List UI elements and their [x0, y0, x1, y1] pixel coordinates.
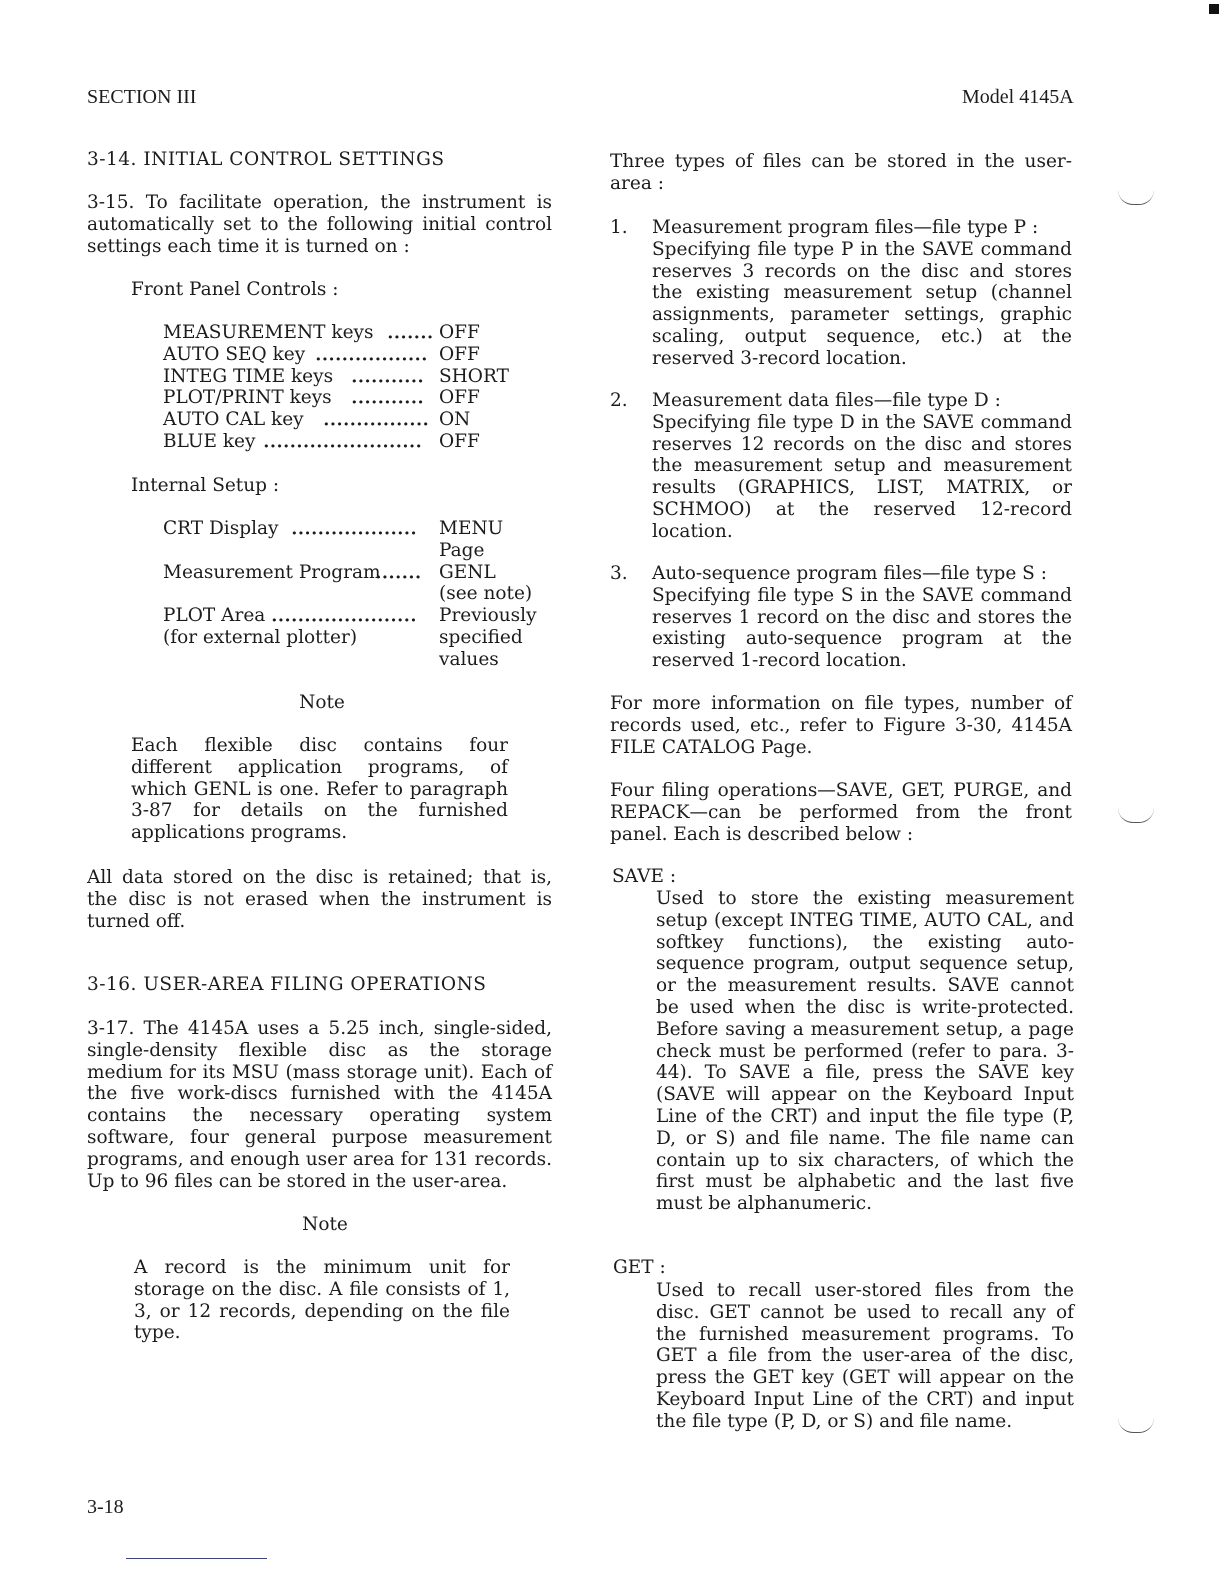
- get-title: GET :: [613, 1257, 666, 1278]
- scan-corner-mark: [1209, 4, 1219, 14]
- list-item: [610, 563, 1072, 678]
- list-number: 3.: [610, 563, 628, 584]
- list-item-content: [652, 217, 1072, 370]
- setting-value-cont: (see note): [439, 583, 533, 605]
- setting-name: AUTO CAL key: [163, 409, 304, 431]
- setting-value: Previously: [439, 605, 537, 627]
- setting-name: AUTO SEQ key: [163, 343, 306, 365]
- setting-name: PLOT/PRINT keys: [163, 387, 332, 409]
- list-item-content: [652, 390, 1072, 543]
- setting-name: PLOT Area: [163, 605, 266, 627]
- file-types-intro: Three types of files can be stored in the user-area :: [610, 151, 1072, 194]
- setting-value: OFF: [439, 387, 480, 409]
- model-label: Model 4145A: [962, 86, 1074, 108]
- paragraph-3-15: 3-15. To facilitate operation, the instrument is automatically set to the following initial control settings each time it is turned on :: [87, 192, 552, 257]
- section-label: SECTION III: [87, 86, 197, 108]
- setting-value: GENL: [439, 561, 496, 583]
- dot-leader: •••••••: [375, 570, 422, 584]
- note-title: Note: [302, 1214, 348, 1235]
- setting-value: SHORT: [439, 365, 509, 387]
- save-description: Used to store the existing measurement setup (except INTEG TIME, AUTO CAL, and softkey functions), the existing auto-sequence program, output sequence setup, or the measurement results. SAVE cannot be used when the disc is write-protected. Before saving a measurement setup, a page check must be performed (refer to para. 3-44). To SAVE a file, press the SAVE key (SAVE will appear on the Keyboard Input Line of the CRT) and input the file type (P, D, or S) and file name. The file name can contain up to six characters, of which the first must be alphabetic and the last five must be alphanumeric.: [656, 888, 1074, 1215]
- front-panel-title: Front Panel Controls :: [131, 279, 339, 300]
- list-item-title: Measurement data files—file type D :: [652, 390, 1001, 411]
- save-title: SAVE :: [612, 866, 677, 887]
- paragraph-retained: All data stored on the disc is retained; that is, the disc is not erased when the instrument is turned off.: [87, 867, 552, 932]
- heading-3-14: 3-14. INITIAL CONTROL SETTINGS: [87, 149, 445, 170]
- list-item-title: Measurement program files—file type P :: [652, 217, 1039, 238]
- setting-value: OFF: [439, 430, 480, 452]
- list-item-body: Specifying file type S in the SAVE command reserves 1 record on the disc and stores the existing auto-sequence program at the reserved 1-record location.: [652, 584, 1072, 672]
- dot-leader: ••••••••••••••••••••••••: [263, 439, 422, 453]
- setting-name: Measurement Program: [163, 561, 381, 583]
- list-item-body: Specifying file type P in the SAVE command reserves 3 records on the disc and stores the existing measurement setup (channel assignments, parameter settings, graphic scaling, output sequence, etc.) at the reserved 3-record location.: [652, 238, 1072, 369]
- list-item-title: Auto-sequence program files—file type S :: [652, 563, 1047, 584]
- setting-value-cont: values: [439, 648, 499, 670]
- binding-hole-mark: [1118, 808, 1154, 823]
- list-number: 2.: [610, 390, 628, 411]
- setting-name: INTEG TIME keys: [163, 365, 334, 387]
- dot-leader: •••••••••••••••••••: [291, 527, 417, 540]
- note-text: Each flexible disc contains four different application programs, of which GENL is one. Refer to paragraph 3-87 for details on the furnished applications programs.: [131, 735, 508, 844]
- setting-value: MENU: [439, 518, 504, 539]
- list-item-content: [652, 563, 1072, 672]
- dot-leader: •••••••••••••••••: [315, 352, 428, 366]
- get-description: Used to recall user-stored files from the disc. GET cannot be used to recall any of the furnished measurement programs. To GET a file from the user-area of the disc, press the GET key (GET will appear on the Keyboard Input Line of the CRT) and input the file type (P, D, or S) and file name.: [656, 1280, 1074, 1432]
- setting-name-cont: (for external plotter): [163, 626, 358, 648]
- list-item: [610, 390, 1072, 550]
- setting-value: ON: [439, 409, 471, 431]
- note-title: Note: [299, 692, 345, 713]
- binding-hole-mark: [1118, 190, 1154, 205]
- setting-name: MEASUREMENT keys: [163, 322, 374, 343]
- setting-value-cont: Page: [439, 539, 485, 561]
- list-item-body: Specifying file type D in the SAVE command reserves 12 records on the disc and stores the measurement setup and measurement results (GRAPHICS, LIST, MATRIX, or SCHMOO) at the reserved 12-record location.: [652, 411, 1072, 542]
- dot-leader: ••••••••••••••••: [323, 418, 429, 432]
- paragraph-more-info: For more information on file types, number of records used, etc., refer to Figure 3-30, 4145A FILE CATALOG Page.: [610, 693, 1072, 758]
- setting-name: BLUE key: [163, 430, 256, 452]
- list-item: [610, 217, 1072, 377]
- dot-leader: ••••••••••••••••••••••: [271, 614, 417, 628]
- page-number: 3-18: [87, 1496, 124, 1518]
- list-number: 1.: [610, 217, 628, 238]
- heading-3-16: 3-16. USER-AREA FILING OPERATIONS: [87, 974, 487, 995]
- binding-hole-mark: [1118, 1418, 1154, 1433]
- dot-leader: •••••••••••: [351, 374, 424, 388]
- setting-value: OFF: [439, 343, 480, 365]
- note-text: A record is the minimum unit for storage on the disc. A file consists of 1, 3, or 12 records, depending on the file type.: [134, 1257, 510, 1344]
- footer-rule: [126, 1558, 267, 1559]
- setting-name: CRT Display: [163, 518, 279, 539]
- dot-leader: •••••••••••: [351, 396, 424, 410]
- dot-leader: •••••••: [387, 331, 434, 344]
- paragraph-3-17: 3-17. The 4145A uses a 5.25 inch, single-sided, single-density flexible disc as the storage medium for its MSU (mass storage unit). Each of the five work-discs furnished with the 4145A contains the necessary operating system software, four general purpose measurement programs, and enough user area for 131 records. Up to 96 files can be stored in the user-area.: [87, 1018, 552, 1192]
- setting-value: OFF: [439, 322, 480, 343]
- setting-value-cont: specified: [439, 626, 523, 648]
- paragraph-filing-ops: Four filing operations—SAVE, GET, PURGE, and REPACK—can be performed from the front panel. Each is described below :: [610, 780, 1072, 845]
- internal-setup-title: Internal Setup :: [131, 475, 280, 496]
